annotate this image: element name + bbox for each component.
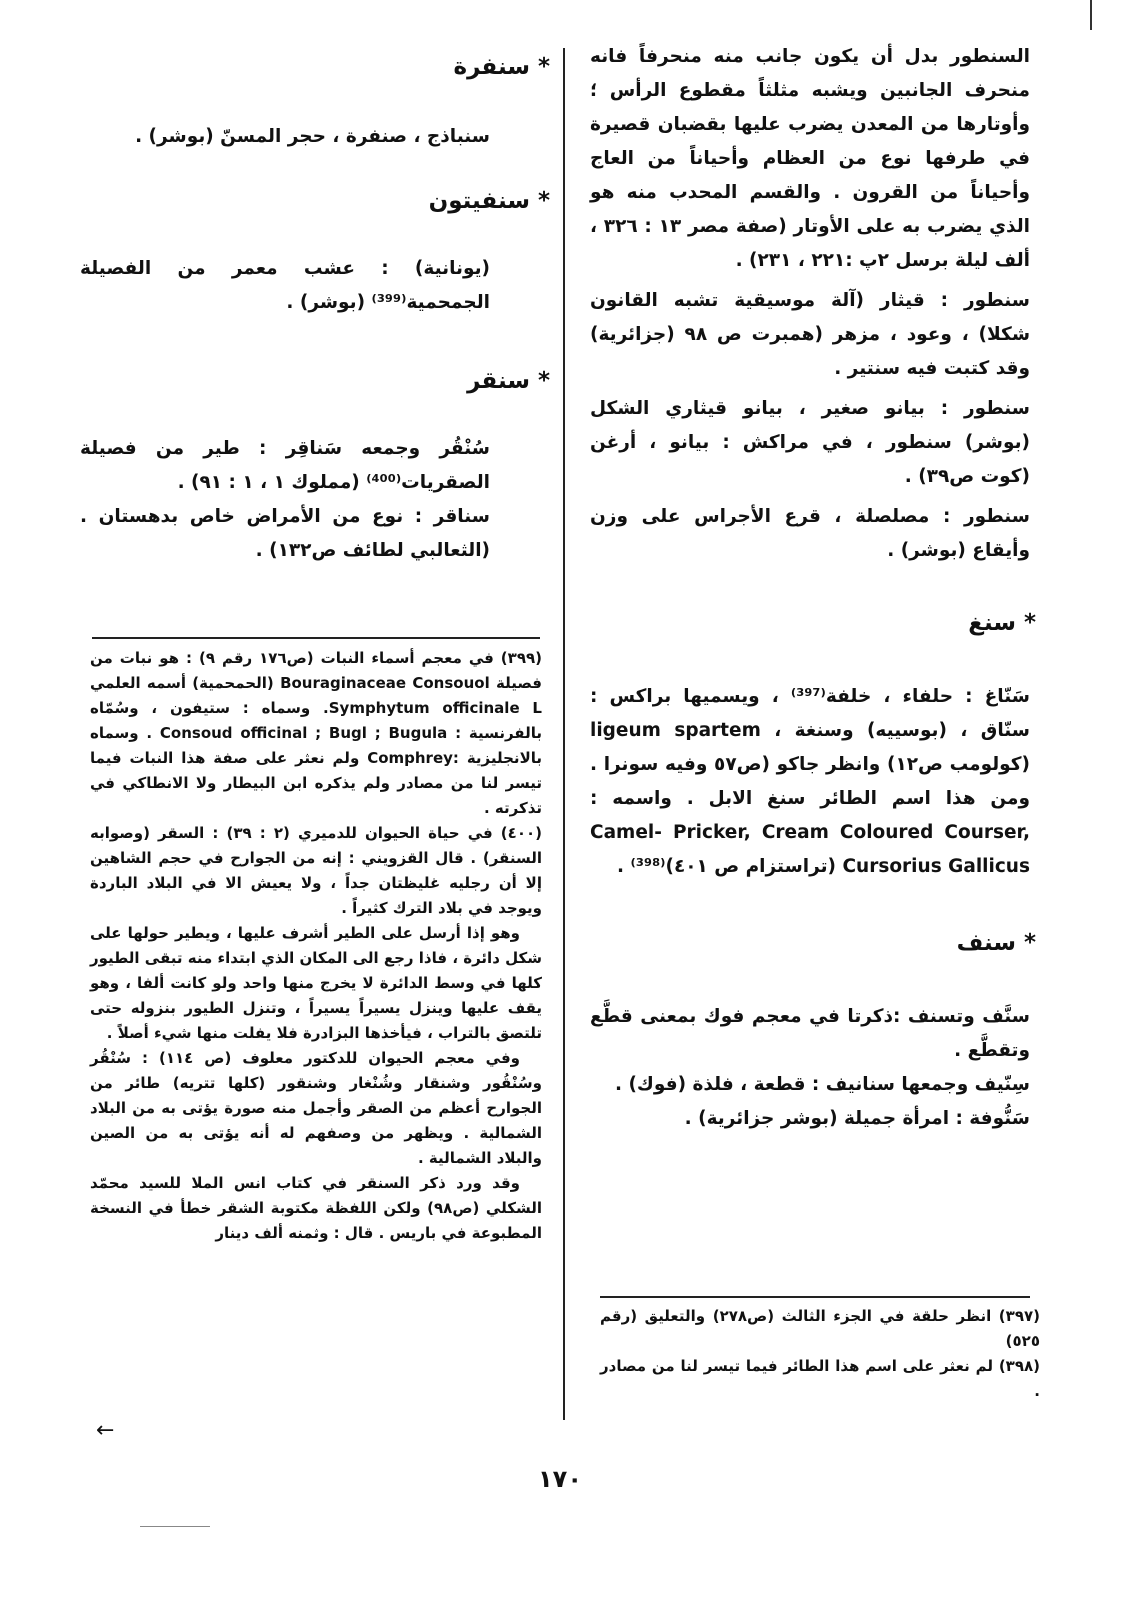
entry-body-sangh: سَنّاغ : حلفاء ، خلفة⁽³⁹⁷⁾ ، ويسميها براكس : سنّاق ، (بوسييه) وسنغة ، ligeum spartem (كولومب ص١٢) وانظر جاكو (ص٥٧ وفيه سونرا . ومن هذا اسم الطائر سنغ الابل . واسمه : Camel- Pricker, Cream Coloured Courser, Cursorius Gallicus (تراستزام ص ٤٠١)⁽³⁹⁸⁾ . — [590, 686, 1031, 877]
continue-arrow-icon: ← — [96, 1418, 115, 1443]
scan-mark-corner — [1090, 0, 1092, 30]
page-number: ١٧٠ — [538, 1465, 582, 1493]
footnote-399: (٣٩٩) في معجم أسماء النبات (ص١٧٦ رقم ٩) : هو نبات من فصيلة Bouraginaceae Consouol (الحمحمية) أسمه العلمي Symphytum officinale L. وسماه : ستيفون ، وسُمّاه بالفرنسية : Consoud officinal ; Bugl ; Bugula . وسماه بالانجليزية :Comphrey ولم نعثر على صفة هذا النبات فيما تيسر لنا من مصادر ولم يذكره ابن البيطار ولا الانطاكي في تذكرته . — [90, 649, 543, 817]
footnote-400-para-2: وهو إذا أرسل على الطير أشرف عليها ، ويطير حولها على شكل دائرة ، فاذا رجع الى المكان الذي ابتداء منه تبقى الطيور كلها في وسط الدائرة لا يخرج منها واحد ولو كانت ألفا ، وهو يقف عليها وينزل يسيراً يسيراً ، وتنزل الطيور بنزوله حتى تلتصق بالتراب ، فيأخذها البزادرة فلا يفلت منها شيء أصلاً . — [90, 924, 542, 1042]
entry-heading-sanfitun: * سنفيتون — [428, 188, 550, 214]
footnote-400-para-3: وفي معجم الحيوان للدكتور معلوف (ص ١١٤) : سُنْقُر وسُنْقُور وشنقار وشُنْغار وشنقور (كلها تتريه) طائر من الجوارح أعظم من الصقر وأجمل منه صورة يؤتى به من البلاد الشمالية . ويظهر من وصفهم له أنه يؤتى به من الصين والبلاد الشمالية . — [90, 1049, 542, 1167]
entry-line-sunqur-2: سناقر : نوع من الأمراض خاص بدهستان . (الثعالبي لطائف ص١٣٢) . — [80, 506, 490, 561]
entry-line-sanaf-1: سنَّف وتسنف :ذكرتا في معجم فوك بمعنى قطَّع وتقطَّع . — [590, 1006, 1030, 1061]
left-footnotes — [90, 646, 542, 1246]
column-divider — [563, 48, 565, 1420]
left-column — [80, 40, 550, 568]
entry-heading-sangh: * سنغ — [968, 610, 1036, 636]
right-footnotes — [600, 1304, 1040, 1404]
entry-line-sunqur-1: سُنْقُر وجمعه سَناقِر : طير من فصيلة الصقريات⁽⁴⁰⁰⁾ (مملوك ١ ، ١ : ٩١) . — [80, 438, 490, 493]
footnote-rule-right — [600, 1296, 1030, 1298]
footnote-397: (٣٩٧) انظر حلقة في الجزء الثالث (ص٢٧٨) والتعليق (رقم ٥٢٥) — [600, 1307, 1040, 1350]
footnote-398: (٣٩٨) لم نعثر على اسم هذا الطائر فيما تيسر لنا من مصادر . — [600, 1357, 1040, 1400]
entry-line-sanaf-3: سَنُّوفة : امرأة جميلة (بوشر جزائرية) . — [684, 1108, 1030, 1129]
continuation-paragraph-2: سنطور : قيثار (آلة موسيقية تشبه القانون شكلا) ، وعود ، مزهر (همبرت ص ٩٨ (جزائرية) وقد كتبت فيه سنتير . — [590, 290, 1031, 379]
continuation-paragraph-3: سنطور : بيانو صغير ، بيانو قيثاري الشكل (بوشر) سنطور ، في مراكش : بيانو ، أرغن (كوت ص٣٩) . — [590, 398, 1030, 487]
continuation-paragraph-4: سنطور : مصلصلة ، قرع الأجراس على وزن وأيقاع (بوشر) . — [590, 506, 1030, 561]
continuation-paragraph-1: السنطور بدل أن يكون جانب منه منحرفاً فانه منحرف الجانبين ويشبه مثلثاً مقطوع الرأس ؛ وأوتارها من المعدن يضرب عليها بقضبان قصيرة في طرفها نوع من العظام وأحياناً من العاج وأحياناً من القرون . والقسم المحدب منه هو الذي يضرب به على الأوتار (صفة مصر ١٣ : ٣٢٦ ، ألف ليلة برسل ٢پ :٢٢١ ، ٢٣١) . — [590, 46, 1031, 271]
entry-body-sanfara: سنباذج ، صنفرة ، حجر المسنّ (بوشر) . — [135, 126, 490, 147]
entry-heading-sanaf: * سنف — [956, 930, 1036, 956]
scan-mark — [140, 1526, 210, 1527]
footnote-400: (٤٠٠) في حياة الحيوان للدميري (٢ : ٣٩) : السقر (وصوابه السنقر) . قال القزويني : إنه من الجوارح في حجم الشاهين إلا أن رجليه غليظتان جداً ، ولا يعيش الا في البلاد الباردة ويوجد في بلاد الترك كثيراً . — [90, 824, 542, 917]
entry-line-sanaf-2: سِنّيف وجمعها سنانيف : قطعة ، فلذة (فوك) . — [614, 1074, 1030, 1095]
footnote-rule-left — [92, 637, 540, 639]
entry-body-sanfitun: (يونانية) : عشب معمر من الفصيلة الجمحمية⁽³⁹⁹⁾ (بوشر) . — [80, 258, 490, 313]
footnote-400-para-4: وقد ورد ذكر السنقر في كتاب انس الملا للسيد محمّد الشكلي (ص٩٨) ولكن اللفظة مكتوبة الشقر خطأ في النسخة المطبوعة في باريس . قال : وثمنه ألف دينار — [90, 1174, 542, 1242]
entry-heading-sanfara: * سنفرة — [453, 54, 550, 80]
entry-heading-sunqur: * سنقر — [467, 368, 550, 394]
right-column — [590, 40, 1036, 1136]
